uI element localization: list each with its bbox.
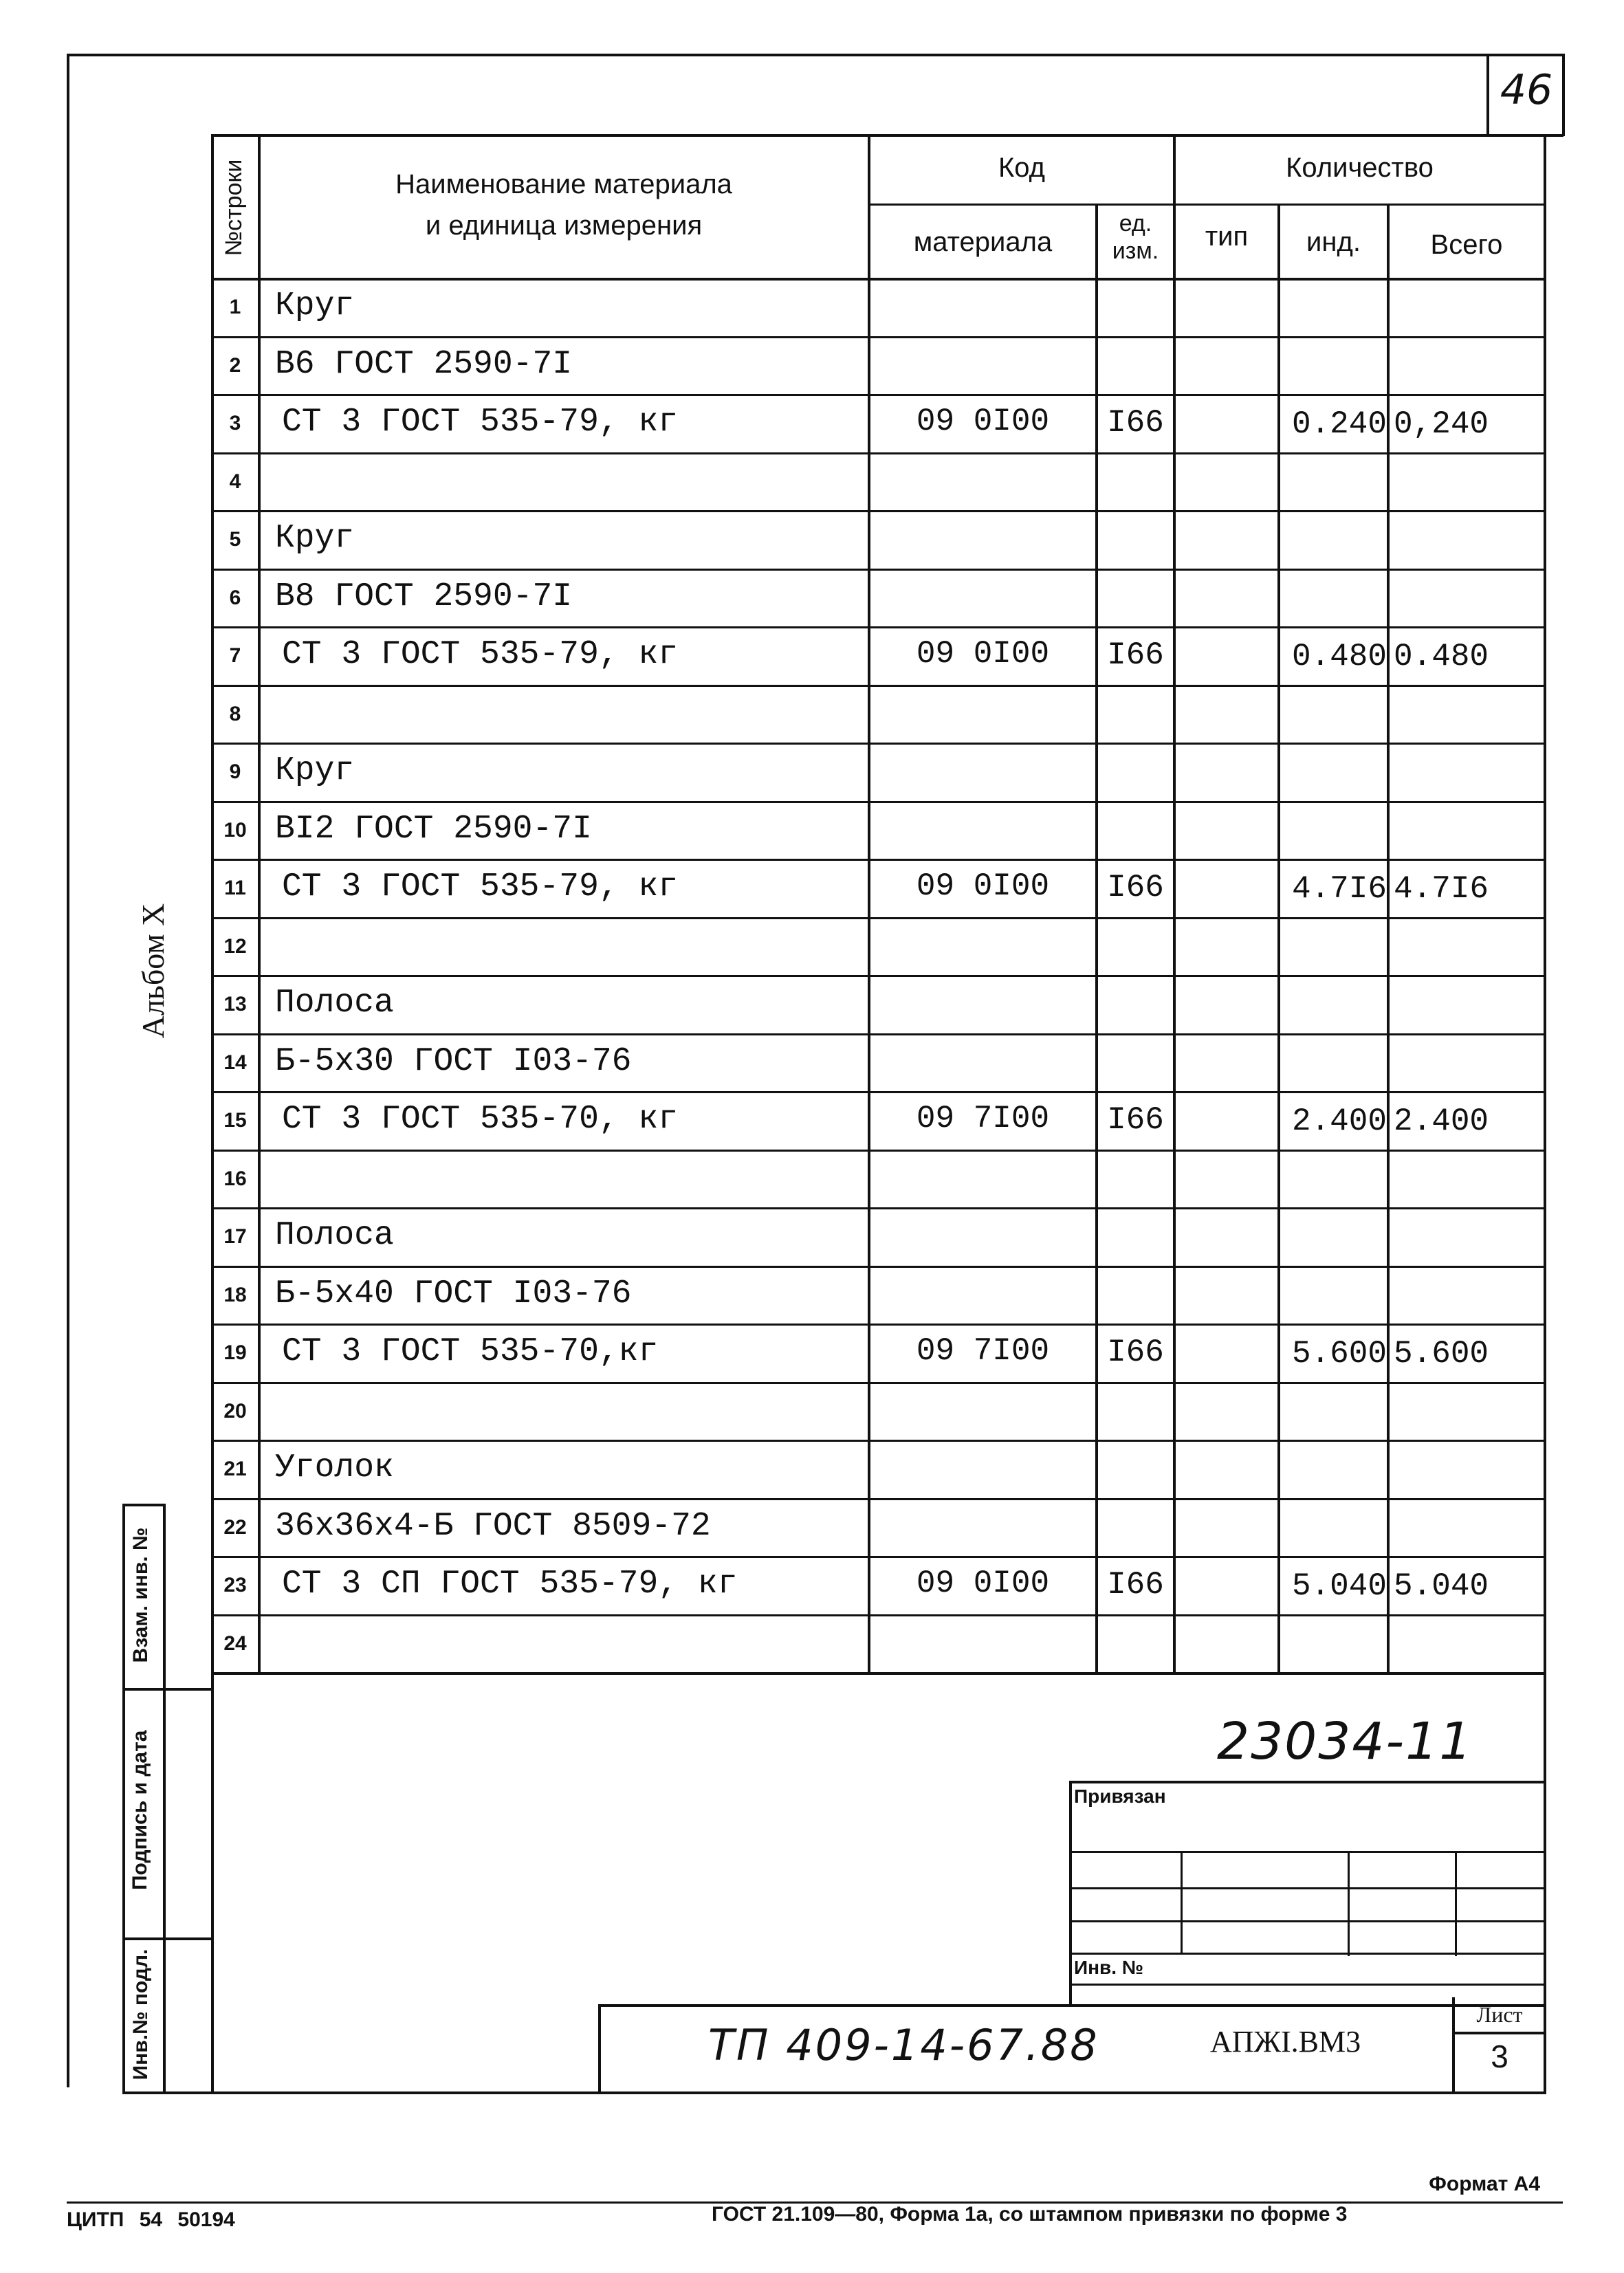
row-number: 24: [223, 1632, 247, 1655]
row-number: 15: [223, 1109, 247, 1132]
quantity-total: 4.7I6: [1394, 871, 1489, 907]
row-divider: [211, 336, 1545, 338]
row-divider: [211, 1498, 1545, 1500]
total-header: Всего: [1430, 230, 1503, 260]
material-name: В8 ГОСТ 2590-7I: [275, 578, 573, 615]
type-header: тип: [1205, 221, 1249, 252]
quantity-ind: 2.400: [1291, 1103, 1387, 1139]
row-divider: [211, 569, 1545, 571]
material-name: Б-5х40 ГОСТ I03-76: [275, 1275, 632, 1313]
material-code: 09 7I00: [916, 1101, 1050, 1136]
footer-left: ЦИТП 54 50194: [67, 2208, 235, 2231]
sheet-value: 3: [1491, 2039, 1508, 2074]
material-name: Б-5х30 ГОСТ I03-76: [275, 1042, 632, 1080]
material-name: СТ 3 ГОСТ 535-79, кг: [282, 868, 679, 905]
quantity-total: 0.480: [1394, 639, 1489, 674]
material-name: СТ 3 СП ГОСТ 535-79, кг: [282, 1566, 738, 1603]
privyazan-label: Привязан: [1074, 1786, 1166, 1807]
row-divider: [211, 1556, 1545, 1558]
unit-code: I66: [1107, 405, 1164, 441]
row-number: 17: [223, 1225, 247, 1248]
row-number: 14: [223, 1051, 247, 1074]
row-number: 22: [223, 1515, 247, 1539]
material-code: 09 0I00: [916, 868, 1050, 904]
row-divider: [211, 975, 1545, 977]
row-divider: [211, 1324, 1545, 1326]
code-header: Код: [998, 153, 1045, 183]
row-divider: [211, 626, 1545, 628]
quantity-ind: 0.240: [1291, 406, 1387, 442]
row-divider: [211, 1207, 1545, 1209]
row-number: 6: [229, 586, 241, 609]
row-number: 5: [229, 528, 241, 551]
row-divider: [211, 859, 1545, 861]
quantity-ind: 5.600: [1291, 1336, 1387, 1372]
material-name: Круг: [275, 520, 355, 557]
format-label: Формат А4: [1429, 2173, 1540, 2195]
row-number: 10: [223, 818, 247, 842]
material-code-header: материала: [913, 227, 1053, 257]
inv-no-label: Инв. №: [1074, 1957, 1144, 1978]
unit-code: I66: [1107, 870, 1164, 905]
unit-code: I66: [1107, 637, 1164, 673]
row-number: 4: [229, 470, 241, 493]
material-name: Круг: [275, 287, 355, 325]
quantity-total: 2.400: [1394, 1103, 1489, 1139]
sheet-label: Лист: [1476, 2002, 1523, 2027]
material-code: 09 0I00: [916, 1566, 1050, 1601]
row-divider: [211, 917, 1545, 919]
row-number: 3: [229, 412, 241, 435]
material-name: СТ 3 ГОСТ 535-79, кг: [282, 404, 679, 441]
unit-code: I66: [1107, 1335, 1164, 1370]
row-divider: [211, 801, 1545, 803]
inv-podl-label: Инв.№ подл.: [129, 1948, 152, 2080]
row-number: 20: [223, 1399, 247, 1423]
page-number: 46: [1500, 66, 1553, 114]
project-code: ТП 409-14-67.88: [708, 2020, 1099, 2070]
row-divider: [211, 1266, 1545, 1268]
row-number: 1: [229, 296, 241, 318]
quantity-ind: 4.7I6: [1291, 871, 1387, 907]
quantity-total: 0,240: [1394, 406, 1489, 442]
row-number: 23: [223, 1574, 247, 1596]
unit-header-line2: изм.: [1112, 238, 1159, 264]
quantity-total: 5.040: [1394, 1568, 1489, 1604]
doc-code: АПЖI.ВМ3: [1210, 2025, 1361, 2058]
row-divider: [211, 1091, 1545, 1093]
material-name: 36х36х4-Б ГОСТ 8509-72: [275, 1507, 711, 1545]
row-number: 8: [229, 702, 241, 725]
ind-header: инд.: [1306, 227, 1361, 257]
vzam-inv-label: Взам. инв. №: [129, 1527, 152, 1663]
row-number: 2: [229, 353, 241, 377]
row-divider: [211, 1614, 1545, 1616]
material-name: Полоса: [275, 1217, 394, 1254]
album-label: Альбом X: [135, 903, 171, 1039]
row-divider: [211, 685, 1545, 687]
name-header-line2: и единица измерения: [425, 210, 703, 241]
unit-header-line1: ед.: [1119, 210, 1152, 237]
unit-code: I66: [1107, 1567, 1164, 1603]
row-divider: [211, 743, 1545, 745]
row-number: 7: [229, 644, 241, 667]
material-name: В6 ГОСТ 2590-7I: [275, 345, 573, 383]
row-number: 11: [224, 877, 246, 899]
row-divider: [211, 394, 1545, 396]
row-divider: [211, 1150, 1545, 1152]
material-name: СТ 3 ГОСТ 535-79, кг: [282, 636, 679, 673]
quantity-ind: 5.040: [1291, 1568, 1387, 1604]
quantity-ind: 0.480: [1291, 639, 1387, 674]
name-header-line1: Наименование материала: [395, 169, 732, 199]
handwritten-number: 23034-11: [1217, 1712, 1473, 1771]
row-divider: [211, 1382, 1545, 1384]
material-name: Круг: [275, 752, 355, 789]
material-name: СТ 3 ГОСТ 535-70,кг: [282, 1333, 659, 1370]
podpis-data-label: Подпись и дата: [129, 1730, 151, 1890]
material-code: 09 7I00: [916, 1333, 1050, 1369]
row-divider: [211, 510, 1545, 512]
material-name: Полоса: [275, 985, 394, 1022]
row-number: 21: [223, 1458, 247, 1480]
row-number: 18: [223, 1283, 247, 1306]
unit-code: I66: [1107, 1102, 1164, 1138]
material-name: СТ 3 ГОСТ 535-70, кг: [282, 1101, 679, 1138]
row-divider: [211, 1033, 1545, 1035]
row-number: 9: [229, 760, 241, 783]
row-divider: [211, 452, 1545, 454]
row-number-header: №строки: [221, 159, 247, 256]
row-number: 19: [223, 1341, 247, 1364]
material-name: ВI2 ГОСТ 2590-7I: [275, 810, 592, 848]
row-number: 13: [223, 993, 247, 1015]
row-divider: [211, 1440, 1545, 1442]
material-code: 09 0I00: [916, 636, 1050, 672]
quantity-header: Количество: [1286, 153, 1434, 183]
material-code: 09 0I00: [916, 404, 1050, 439]
material-name: Уголок: [275, 1449, 394, 1486]
footer-gost: ГОСТ 21.109—80, Форма 1а, со штампом привязки по форме 3: [712, 2203, 1348, 2226]
row-number: 12: [223, 934, 247, 958]
quantity-total: 5.600: [1394, 1336, 1489, 1372]
row-number: 16: [223, 1167, 247, 1190]
